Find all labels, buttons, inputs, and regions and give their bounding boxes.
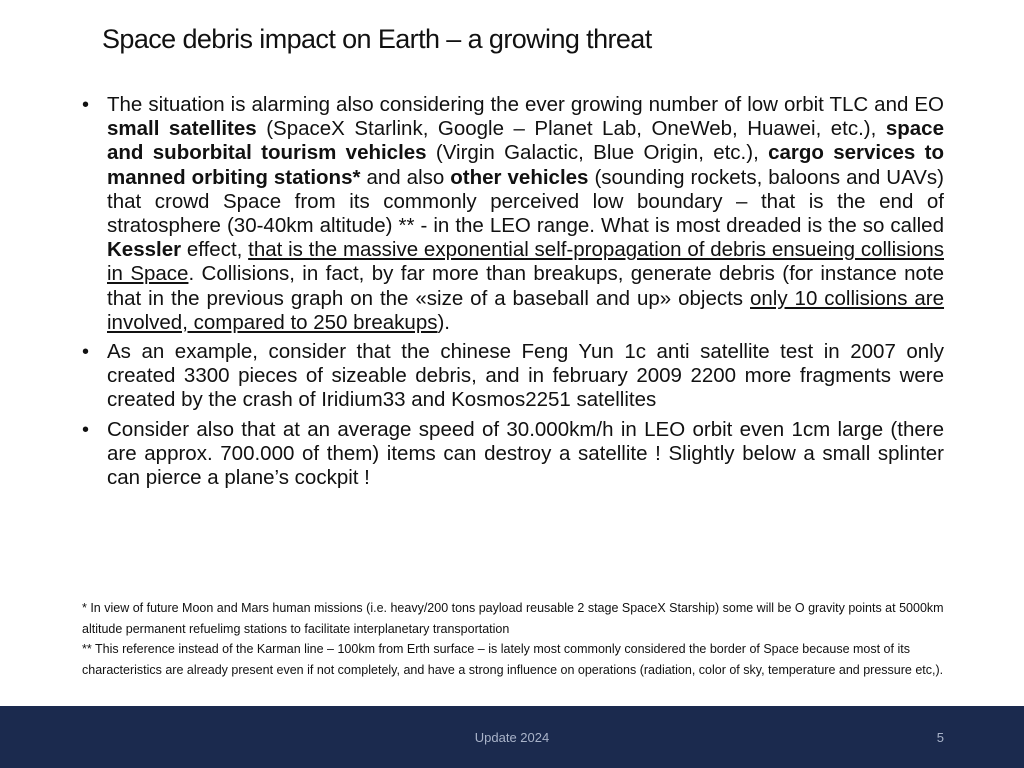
- underlined-phrase: only 10 collisions are involved, compared to 250 breakups: [107, 286, 945, 334]
- footnotes: [82, 598, 962, 680]
- footnote: ** This reference instead of the Karman line – 100km from Erth surface – is lately most commonly considered the border of Space because most of its characteristics are already present even if not completely, and have a strong influence on operations (radiation, color of sky, temperature and pressure etc,).: [82, 642, 944, 677]
- bullet-item: [82, 93, 944, 335]
- slide-title: Space debris impact on Earth – a growing threat: [102, 24, 652, 54]
- bold-phrase: space and suborbital tourism vehicles: [107, 117, 944, 165]
- footer-text: Update 2024: [474, 730, 550, 745]
- bold-phrase: Kessler: [107, 238, 182, 262]
- bold-phrase: other vehicles: [450, 165, 589, 189]
- bullet-item: [82, 418, 944, 491]
- bullet-text: The situation is alarming also considering the ever growing number of low orbit TLC and EO small satellites (SpaceX Starlink, Google – Planet Lab, OneWeb, Huawei, etc.), space and suborbital tourism vehicles (Virgin Galactic, Blue Origin, etc.), cargo services to manned orbiting stations* and also other vehicles (sounding rockets, baloons and UAVs) that crowd Space from its commonly perceived low boundary – that is the end of stratosphere (30-40km altitude) ** - in the LEO range. What is most dreaded is the so called Kessler effect, that is the massive exponential self-propagation of debris ensueing collisions in Space. Collisions, in fact, by far more than breakups, generate debris (for instance note that in the previous graph on the «size of a baseball and up» objects only 10 collisions are involved, compared to 250 breakups).: [107, 93, 945, 334]
- bullet-dot-icon: •: [82, 418, 90, 441]
- bullet-text: As an example, consider that the chinese Feng Yun 1c anti satellite test in 2007 only created 3300 pieces of sizeable debris, and in february 2009 2200 more fragments were created by the crash of Iridium33 and Kosmos2251 satellites: [107, 340, 944, 412]
- bullet-dot-icon: •: [82, 341, 90, 364]
- underlined-phrase: that is the massive exponential self-propagation of debris ensueing collisions in Space: [107, 238, 944, 286]
- page-number: 5: [936, 730, 944, 745]
- bullet-list: [82, 93, 944, 495]
- footer-bar: [0, 706, 1024, 768]
- bullet-dot-icon: •: [82, 94, 90, 116]
- footnote: * In view of future Moon and Mars human missions (i.e. heavy/200 tons payload reusable 2 stage SpaceX Starship) some will be O gravity points at 5000km altitude permanent refuelimg stations to facilitate interplanetary transportation: [82, 601, 944, 636]
- bold-phrase: small satellites: [107, 117, 257, 141]
- bullet-item: [82, 340, 944, 413]
- bullet-text: Consider also that at an average speed of 30.000km/h in LEO orbit even 1cm large (there are approx. 700.000 of them) items can destroy a satellite ! Slightly below a small splinter can pierce a plane’s cockpit !: [107, 417, 944, 490]
- bold-phrase: cargo services to manned orbiting stations*: [107, 141, 945, 189]
